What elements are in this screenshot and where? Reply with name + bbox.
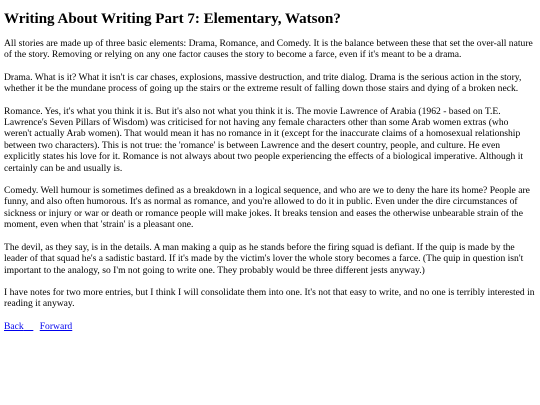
paragraph-comedy: Comedy. Well humour is sometimes defined as a breakdown in a logical sequence, and who are we to deny the hare its home? People are funny, and also often humorous. It's as normal as romance, and you're allowed to do it in public. Even under the dire circumstances of sickness or injury or war or death or romance people will make jokes. It breaks tension and eases the otherwise unbearable strain of the moment, even when that 'strain' is a pleasant one. [4, 185, 530, 231]
page-navigation [4, 321, 536, 332]
paragraph-intro: All stories are made up of three basic elements: Drama, Romance, and Comedy. It is the balance between these that set the over-all nature of the story. Removing or relying on any one factor causes the story to become a farce, even if it's meant to be a drama. [4, 38, 533, 61]
paragraph-romance: Romance. Yes, it's what you think it is. But it's also not what you think it is. The movie Lawrence of Arabia (1962 - based on T.E. Lawrence's Seven Pillars of Wisdom) was criticised for not having any female characters other than some Arab women extras (who weren't actually Arab women). That would mean it has no romance in it (except for the inaccurate claims of a homosexual relationship between two characters). This is not true: the 'romance' is between Lawrence and the desert country, people, and culture. He even explicitly states his love for it. Romance is not always about two people experiencing the effects of a biological imperative. Although it certainly can be and usually is. [4, 105, 524, 174]
back-link[interactable]: Back [4, 320, 24, 332]
nav-separator [24, 321, 40, 332]
forward-link[interactable]: Forward [39, 320, 73, 332]
paragraph-details: The devil, as they say, is in the details. A man making a quip as he stands before the firing squad is defiant. If the quip is made by the leader of that squad he's a sadistic bastard. If it's made by the victim's lover the whole story becomes a farce. (The quip in question isn't important to the analogy, so I'm not going to write one. They probably would be three different jests anyway.) [4, 241, 524, 276]
paragraph-closing: I have notes for two more entries, but I think I will consolidate them into one. It's not that easy to write, and no one is terribly interested in reading it anyway. [4, 286, 535, 310]
page-title: Writing About Writing Part 7: Elementary, Watson? [4, 11, 341, 27]
paragraph-drama: Drama. What is it? What it isn't is car chases, explosions, massive destruction, and trite dialog. Drama is the serious action in the story, whether it be the mundane process of going up the stairs or the extreme result of falling down those stairs and dying of a broken neck. [4, 71, 522, 95]
